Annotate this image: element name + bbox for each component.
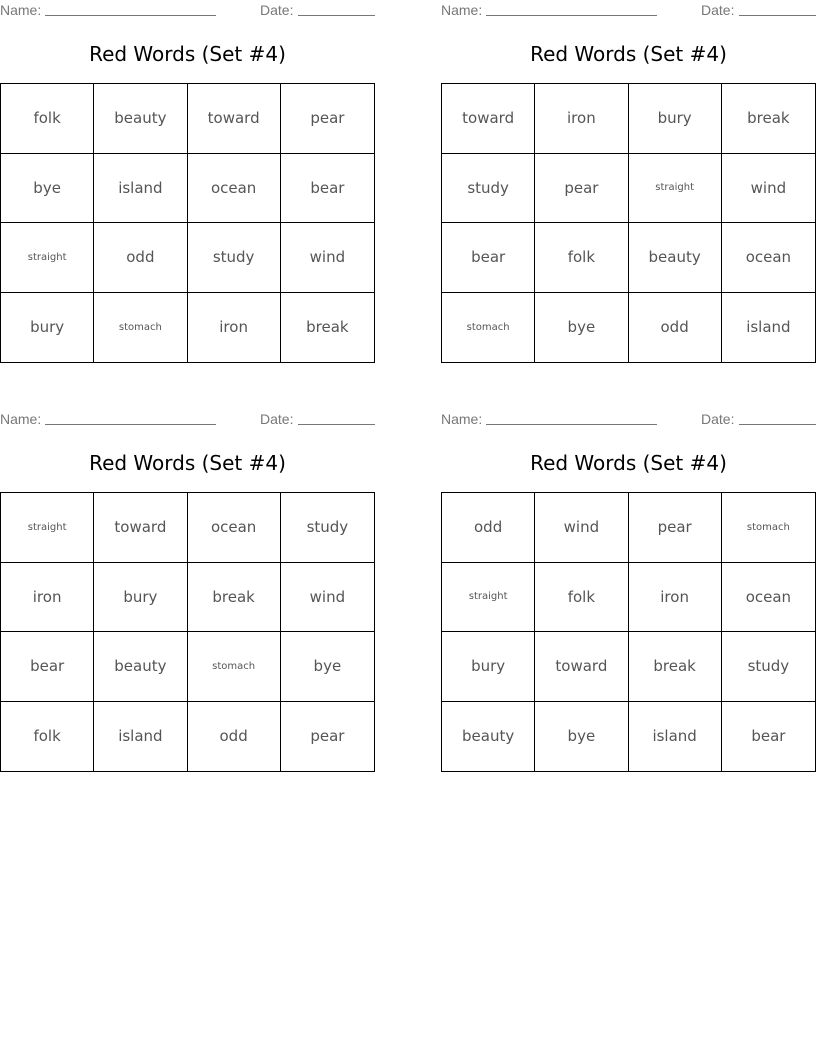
bingo-cell: break (188, 563, 281, 633)
bingo-cell: stomach (188, 632, 281, 702)
bingo-cell: study (722, 632, 815, 702)
bingo-cell: bye (1, 154, 94, 224)
bingo-grid (441, 83, 816, 363)
card-title: Red Words (Set #4) (89, 42, 286, 66)
bingo-cell: stomach (94, 293, 187, 363)
bingo-cell: break (629, 632, 722, 702)
bingo-cell: straight (1, 223, 94, 293)
bingo-cell: ocean (722, 223, 815, 293)
bingo-cell: stomach (442, 293, 535, 363)
bingo-cell: folk (535, 223, 628, 293)
bingo-cell: toward (94, 493, 187, 563)
card-title: Red Words (Set #4) (530, 451, 727, 475)
date-blank-line (739, 424, 816, 425)
bingo-cell: iron (535, 84, 628, 154)
bingo-cell: wind (535, 493, 628, 563)
bingo-cell: odd (94, 223, 187, 293)
bingo-cell: break (306, 318, 349, 337)
bingo-cell: bury (442, 632, 535, 702)
bingo-cell: pear (281, 84, 374, 154)
name-blank-line (486, 424, 657, 425)
bingo-cell: toward (442, 84, 535, 154)
bingo-card (0, 409, 375, 769)
bingo-cell: study (281, 493, 374, 563)
name-label: Name: (441, 2, 483, 18)
date-label: Date: (260, 2, 294, 18)
bingo-cell: island (94, 702, 187, 772)
bingo-cell: island (94, 154, 187, 224)
bingo-cell: straight (442, 563, 535, 633)
bingo-grid (0, 83, 375, 363)
card-title: Red Words (Set #4) (530, 42, 727, 66)
name-date-header (0, 2, 375, 20)
card-title: Red Words (Set #4) (89, 451, 286, 475)
bingo-cell: folk (1, 702, 94, 772)
bingo-card (441, 0, 816, 360)
bingo-cell: iron (1, 563, 94, 633)
bingo-cell: break (722, 84, 815, 154)
bingo-cell: bye (535, 293, 628, 363)
bingo-cell: odd (442, 493, 535, 563)
bingo-card (441, 409, 816, 769)
bingo-cell: wind (281, 563, 374, 633)
name-blank-line (486, 15, 657, 16)
bingo-cell: study (442, 154, 535, 224)
bingo-grid (0, 492, 375, 772)
date-label: Date: (701, 2, 735, 18)
bingo-cell: study (188, 223, 281, 293)
name-label: Name: (0, 2, 42, 18)
bingo-cell: island (629, 702, 722, 772)
bingo-cell: pear (535, 154, 628, 224)
bingo-cell: bear (1, 632, 94, 702)
date-label: Date: (260, 411, 294, 427)
bingo-cell: bye (281, 632, 374, 702)
bingo-cell: bury (1, 293, 94, 363)
bingo-cell: odd (629, 293, 722, 363)
bingo-cell: ocean (722, 563, 815, 633)
bingo-cell: bear (281, 154, 374, 224)
name-date-header (441, 411, 816, 429)
bingo-cell: bye (535, 702, 628, 772)
bingo-cell: straight (1, 493, 94, 563)
bingo-cell: stomach (722, 493, 815, 563)
bingo-cell: wind (722, 154, 815, 224)
date-blank-line (739, 15, 816, 16)
name-label: Name: (441, 411, 483, 427)
bingo-cell: beauty (94, 632, 187, 702)
bingo-cell: iron (188, 293, 281, 363)
date-blank-line (298, 424, 375, 425)
bingo-cell: wind (281, 223, 374, 293)
bingo-cell: ocean (188, 154, 281, 224)
bingo-cell: bury (94, 563, 187, 633)
bingo-cell: beauty (442, 702, 535, 772)
bingo-cell: toward (535, 632, 628, 702)
bingo-cell: iron (629, 563, 722, 633)
bingo-card (0, 0, 375, 360)
bingo-cell: folk (1, 84, 94, 154)
bingo-cell: island (746, 318, 791, 337)
bingo-cell: ocean (188, 493, 281, 563)
bingo-cell: bear (751, 727, 786, 746)
name-blank-line (45, 15, 216, 16)
name-blank-line (45, 424, 216, 425)
name-date-header (441, 2, 816, 20)
date-label: Date: (701, 411, 735, 427)
name-label: Name: (0, 411, 42, 427)
bingo-grid (441, 492, 816, 772)
date-blank-line (298, 15, 375, 16)
bingo-cell: straight (629, 154, 722, 224)
bingo-cell: folk (535, 563, 628, 633)
bingo-cell: bear (442, 223, 535, 293)
bingo-cell: toward (188, 84, 281, 154)
bingo-cell: beauty (94, 84, 187, 154)
bingo-cell: odd (188, 702, 281, 772)
bingo-cell: pear (310, 727, 345, 746)
name-date-header (0, 411, 375, 429)
bingo-cell: pear (629, 493, 722, 563)
bingo-cell: beauty (629, 223, 722, 293)
bingo-cell: bury (629, 84, 722, 154)
